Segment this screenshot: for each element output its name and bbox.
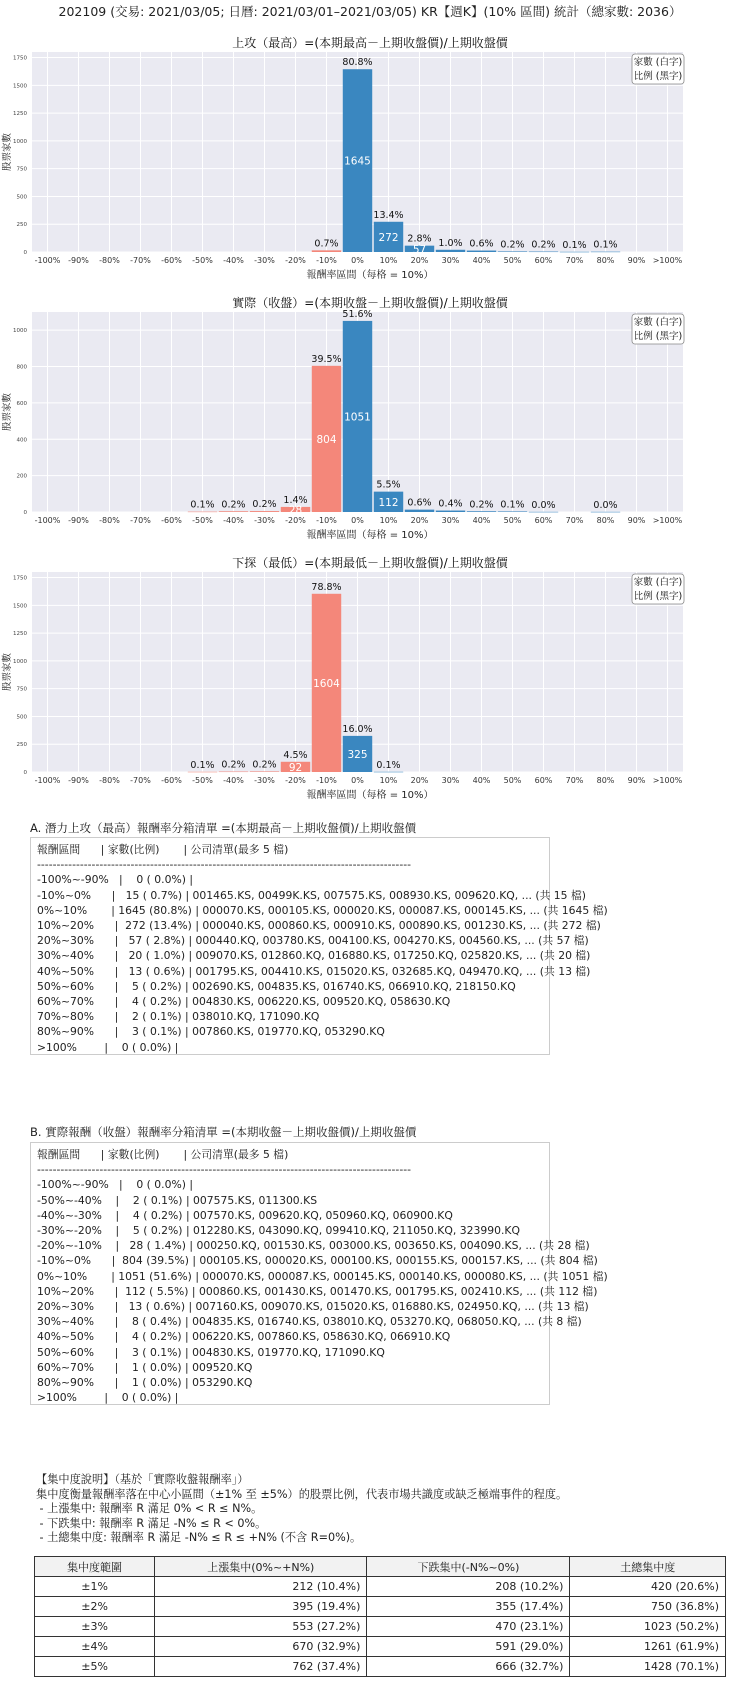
- bar: [250, 511, 279, 512]
- table-cell: ±1%: [35, 1577, 155, 1597]
- x-tick-label: 20%: [410, 256, 429, 265]
- bar-pct-label: 1.0%: [438, 237, 463, 249]
- x-tick-label: 80%: [596, 256, 615, 265]
- bar-pct-label: 0.1%: [190, 759, 215, 771]
- list-line: 報酬區間 | 家數(比例) | 公司清單(最多 5 檔): [37, 843, 289, 856]
- x-tick-label: 40%: [472, 516, 491, 525]
- table-row: [35, 1637, 726, 1657]
- concentration-line: - 下跌集中: 報酬率 R 滿足 -N% ≤ R < 0%。: [36, 1516, 267, 1530]
- x-tick-label: 50%: [503, 776, 522, 785]
- chart-close: [0, 296, 740, 546]
- bar: [219, 772, 248, 773]
- x-tick-label: 10%: [379, 776, 398, 785]
- bar-pct-label: 0.4%: [438, 498, 463, 510]
- chart-title: 下探（最低）=(本期最低－上期收盤價)/上期收盤價: [232, 556, 508, 570]
- bar-pct-label: 13.4%: [373, 209, 404, 221]
- list-line: 40%~50% | 4 ( 0.2%) | 006220.KS, 007860.KS, 058630.KQ, 066910.KQ: [37, 1330, 451, 1344]
- table-cell: 420 (20.6%): [570, 1577, 726, 1597]
- y-tick-label: 1500: [13, 603, 27, 610]
- x-tick-label: -60%: [161, 776, 182, 785]
- bar: [498, 511, 527, 512]
- bar: [250, 771, 279, 772]
- x-tick-label: 30%: [441, 516, 460, 525]
- bar-pct-label: 0.2%: [500, 239, 525, 251]
- bar-pct-label: 0.2%: [252, 759, 277, 771]
- x-tick-label: -10%: [316, 256, 337, 265]
- bar-pct-label: 0.7%: [314, 238, 339, 250]
- x-tick-label: 30%: [441, 256, 460, 265]
- list-line: 0%~10% | 1645 (80.8%) | 000070.KS, 000105.KS, 000020.KS, 000087.KS, 000145.KS, ... (共 1645 檔): [37, 903, 608, 917]
- x-tick-label: 0%: [351, 516, 364, 525]
- x-tick-label: -70%: [130, 516, 151, 525]
- list-a-box: [30, 837, 608, 1055]
- bar-pct-label: 4.5%: [283, 749, 308, 761]
- table-cell: 762 (37.4%): [155, 1657, 367, 1677]
- table-header-cell: 土總集中度: [570, 1557, 726, 1577]
- x-tick-label: -30%: [254, 776, 275, 785]
- x-tick-label: 60%: [534, 516, 553, 525]
- x-tick-label: 0%: [351, 256, 364, 265]
- bar: [591, 252, 620, 253]
- y-tick-label: 750: [16, 166, 27, 173]
- bar: [467, 511, 496, 512]
- legend: [632, 54, 684, 84]
- x-tick-label: -40%: [223, 516, 244, 525]
- bar-count-label: 804: [316, 433, 337, 446]
- table-cell: 1428 (70.1%): [570, 1657, 726, 1677]
- x-tick-label: -30%: [254, 516, 275, 525]
- bar-pct-label: 0.2%: [469, 499, 494, 511]
- bar: [436, 511, 465, 512]
- bar: [405, 510, 434, 512]
- x-tick-label: 20%: [410, 776, 429, 785]
- x-tick-label: -60%: [161, 256, 182, 265]
- bar-pct-label: 0.1%: [500, 499, 525, 511]
- y-tick-label: 1000: [13, 328, 27, 335]
- legend-pct-label: 比例 (黑字): [633, 71, 683, 82]
- list-line: 60%~70% | 4 ( 0.2%) | 004830.KS, 006220.KS, 009520.KQ, 058630.KQ: [37, 995, 451, 1009]
- bar-pct-label: 1.4%: [283, 494, 308, 506]
- table-row: [35, 1577, 726, 1597]
- x-tick-label: 70%: [565, 256, 584, 265]
- x-tick-label: 90%: [627, 256, 646, 265]
- list-line: -30%~-20% | 5 ( 0.2%) | 012280.KS, 043090.KQ, 099410.KQ, 211050.KQ, 323990.KQ: [37, 1224, 520, 1238]
- table-cell: 355 (17.4%): [367, 1597, 570, 1617]
- x-tick-label: 70%: [565, 516, 584, 525]
- x-tick-label: -80%: [99, 256, 120, 265]
- bar-pct-label: 0.0%: [593, 499, 618, 511]
- concentration-table-header: [35, 1557, 726, 1577]
- y-tick-label: 1250: [13, 631, 27, 638]
- bar-pct-label: 80.8%: [342, 57, 373, 69]
- list-line: 20%~30% | 57 ( 2.8%) | 000440.KQ, 003780.KS, 004100.KS, 004270.KS, 004560.KS, ... (共 57 檔): [37, 934, 589, 948]
- y-tick-label: 1750: [13, 575, 27, 582]
- x-tick-label: 60%: [534, 256, 553, 265]
- chart-title: 上攻（最高）=(本期最高－上期收盤價)/上期收盤價: [232, 36, 508, 50]
- concentration-table: [34, 1556, 726, 1677]
- table-cell: ±4%: [35, 1637, 155, 1657]
- list-line: 0%~10% | 1051 (51.6%) | 000070.KS, 000087.KS, 000145.KS, 000140.KS, 000080.KS, ... (共 1051 檔): [37, 1269, 608, 1283]
- x-tick-label: -30%: [254, 256, 275, 265]
- chart-low: [0, 556, 740, 806]
- table-cell: 553 (27.2%): [155, 1617, 367, 1637]
- bar-pct-label: 0.1%: [593, 239, 618, 251]
- y-tick-label: 500: [16, 194, 27, 201]
- list-line: -40%~-30% | 4 ( 0.2%) | 007570.KS, 009620.KQ, 050960.KQ, 060900.KQ: [37, 1208, 453, 1222]
- y-axis-label: 股票家數: [2, 392, 13, 432]
- bar-pct-label: 16.0%: [342, 723, 373, 735]
- y-tick-label: 400: [16, 437, 27, 444]
- list-line: 30%~40% | 8 ( 0.4%) | 004835.KS, 016740.KS, 038010.KQ, 053270.KQ, 068050.KQ, ... (共 8 檔): [37, 1315, 582, 1329]
- y-tick-label: 1500: [13, 83, 27, 90]
- y-tick-label: 1000: [13, 658, 27, 665]
- concentration-line: 【集中度說明】（基於「實際收盤報酬率」）: [36, 1473, 249, 1486]
- bar-pct-label: 0.2%: [221, 499, 246, 511]
- x-tick-label: >100%: [652, 516, 683, 525]
- legend-pct-label: 比例 (黑字): [633, 591, 683, 602]
- x-tick-label: -10%: [316, 776, 337, 785]
- bar-pct-label: 5.5%: [376, 479, 401, 491]
- legend: [632, 314, 684, 344]
- bar: [529, 512, 558, 513]
- table-cell: ±2%: [35, 1597, 155, 1617]
- bar: [529, 252, 558, 253]
- y-tick-label: 500: [16, 714, 27, 721]
- x-tick-label: -10%: [316, 516, 337, 525]
- y-tick-label: 0: [23, 250, 27, 256]
- legend-count-label: 家數 (白字): [633, 317, 683, 328]
- y-tick-label: 600: [16, 400, 27, 407]
- bar-pct-label: 0.2%: [252, 499, 277, 511]
- bar: [498, 251, 527, 252]
- concentration-notes: [36, 1473, 567, 1546]
- x-axis-label: 報酬率區間（每格 = 10%）: [306, 270, 434, 281]
- table-cell: ±5%: [35, 1657, 155, 1677]
- page-header: 202109 (交易: 2021/03/05; 日曆: 2021/03/01–2021/03/05) KR【週K】(10% 區間) 統計（總家數: 2036）: [58, 4, 682, 19]
- x-tick-label: -80%: [99, 516, 120, 525]
- list-line: 80%~90% | 3 ( 0.1%) | 007860.KS, 019770.KQ, 053290.KQ: [37, 1025, 385, 1039]
- list-line: >100% | 0 ( 0.0%) |: [37, 1391, 179, 1405]
- list-line: 20%~30% | 13 ( 0.6%) | 007160.KS, 009070.KS, 015020.KS, 016880.KS, 024950.KQ, ... (共 13 檔): [37, 1300, 589, 1314]
- table-header-cell: 下跌集中(-N%~0%): [367, 1557, 570, 1577]
- x-axis-label: 報酬率區間（每格 = 10%）: [306, 790, 434, 801]
- table-cell: 591 (29.0%): [367, 1637, 570, 1657]
- x-tick-label: -50%: [192, 256, 213, 265]
- bar-pct-label: 51.6%: [342, 308, 373, 320]
- bar-pct-label: 0.0%: [531, 499, 556, 511]
- x-tick-label: 50%: [503, 256, 522, 265]
- x-tick-label: -90%: [68, 516, 89, 525]
- bar: [219, 511, 248, 512]
- list-line: -50%~-40% | 2 ( 0.1%) | 007575.KS, 011300.KS: [37, 1193, 318, 1207]
- x-tick-label: -20%: [285, 516, 306, 525]
- y-axis-label: 股票家數: [2, 652, 13, 692]
- y-tick-label: 800: [16, 364, 27, 371]
- x-tick-label: -50%: [192, 516, 213, 525]
- y-tick-label: 200: [16, 473, 27, 480]
- x-tick-label: -90%: [68, 776, 89, 785]
- bar: [560, 252, 589, 253]
- x-tick-label: 60%: [534, 776, 553, 785]
- bar-pct-label: 0.6%: [407, 497, 432, 509]
- table-cell: ±3%: [35, 1617, 155, 1637]
- list-a-title: A. 潛力上攻（最高）報酬率分箱清單 =(本期最高－上期收盤價)/上期收盤價: [30, 821, 417, 835]
- y-tick-label: 1000: [13, 138, 27, 145]
- concentration-line: - 土總集中度: 報酬率 R 滿足 -N% ≤ R ≤ +N% (不含 R=0%)。: [36, 1531, 362, 1545]
- x-tick-label: -80%: [99, 776, 120, 785]
- bar-pct-label: 39.5%: [311, 353, 342, 365]
- table-row: [35, 1657, 726, 1677]
- x-tick-label: 40%: [472, 776, 491, 785]
- y-tick-label: 250: [16, 222, 27, 229]
- bar: [374, 772, 403, 773]
- x-tick-label: 80%: [596, 516, 615, 525]
- x-tick-label: -100%: [34, 516, 61, 525]
- bar-count-label: 28: [288, 504, 303, 517]
- bar-pct-label: 0.1%: [376, 759, 401, 771]
- legend: [632, 574, 684, 604]
- list-line: -100%~-90% | 0 ( 0.0%) |: [37, 1178, 194, 1192]
- x-tick-label: 40%: [472, 256, 491, 265]
- y-tick-label: 1750: [13, 55, 27, 62]
- list-line: 報酬區間 | 家數(比例) | 公司清單(最多 5 檔): [37, 1148, 289, 1161]
- bar-count-label: 112: [378, 496, 399, 509]
- bar-pct-label: 0.2%: [531, 239, 556, 251]
- bar-pct-label: 0.1%: [562, 239, 587, 251]
- list-line: >100% | 0 ( 0.0%) |: [37, 1040, 179, 1054]
- x-tick-label: -20%: [285, 776, 306, 785]
- x-tick-label: -90%: [68, 256, 89, 265]
- list-line: 50%~60% | 3 ( 0.1%) | 004830.KS, 019770.KQ, 171090.KQ: [37, 1345, 385, 1359]
- bar: [436, 250, 465, 252]
- list-line: ------------------------------------------------------------------------------------------------: [37, 858, 412, 872]
- x-tick-label: -40%: [223, 256, 244, 265]
- bar-count-label: 1051: [344, 411, 371, 424]
- list-line: -10%~0% | 15 ( 0.7%) | 001465.KS, 00499K.KS, 007575.KS, 008930.KS, 009620.KQ, ... (共 15 檔): [37, 888, 586, 902]
- table-row: [35, 1597, 726, 1617]
- x-tick-label: >100%: [652, 776, 683, 785]
- bar-count-label: 1645: [344, 155, 371, 168]
- bar-count-label: 1604: [313, 677, 340, 690]
- y-tick-label: 750: [16, 686, 27, 693]
- x-tick-label: 90%: [627, 776, 646, 785]
- bar-pct-label: 0.1%: [190, 499, 215, 511]
- list-line: 10%~20% | 112 ( 5.5%) | 000860.KS, 001430.KS, 001470.KS, 001795.KS, 002410.KS, ... (共 112 檔): [37, 1284, 598, 1298]
- list-b-box: [30, 1142, 608, 1405]
- x-tick-label: -70%: [130, 256, 151, 265]
- x-tick-label: 30%: [441, 776, 460, 785]
- x-tick-label: 80%: [596, 776, 615, 785]
- x-tick-label: -20%: [285, 256, 306, 265]
- bar: [591, 512, 620, 513]
- table-header-cell: 上漲集中(0%~+N%): [155, 1557, 367, 1577]
- y-tick-label: 250: [16, 742, 27, 749]
- list-line: -10%~0% | 804 (39.5%) | 000105.KS, 000020.KS, 000100.KS, 000155.KS, 000157.KS, ... (共 804 檔): [37, 1254, 598, 1268]
- y-axis-label: 股票家數: [2, 132, 13, 172]
- chart-high: [0, 36, 740, 286]
- list-line: 80%~90% | 1 ( 0.0%) | 053290.KQ: [37, 1376, 253, 1390]
- bar: [467, 251, 496, 252]
- x-tick-label: -40%: [223, 776, 244, 785]
- legend-pct-label: 比例 (黑字): [633, 331, 683, 342]
- bar-pct-label: 0.6%: [469, 238, 494, 250]
- table-header-cell: 集中度範圍: [35, 1557, 155, 1577]
- chart-title: 實際（收盤）=(本期收盤－上期收盤價)/上期收盤價: [232, 296, 508, 310]
- legend-count-label: 家數 (白字): [633, 57, 683, 68]
- bar-count-label: 325: [347, 748, 368, 761]
- bar: [188, 772, 217, 773]
- bar-pct-label: 78.8%: [311, 581, 342, 593]
- x-tick-label: 50%: [503, 516, 522, 525]
- x-tick-label: -50%: [192, 776, 213, 785]
- list-line: 30%~40% | 20 ( 1.0%) | 009070.KS, 012860.KQ, 016880.KS, 017250.KQ, 025820.KS, ... (共 20 檔): [37, 949, 591, 963]
- list-line: -20%~-10% | 28 ( 1.4%) | 000250.KQ, 001530.KS, 003000.KS, 003650.KS, 004090.KS, ... (共 28 檔): [37, 1239, 590, 1253]
- table-cell: 395 (19.4%): [155, 1597, 367, 1617]
- list-line: 70%~80% | 2 ( 0.1%) | 038010.KQ, 171090.KQ: [37, 1010, 320, 1024]
- bar: [312, 250, 341, 252]
- x-tick-label: -100%: [34, 256, 61, 265]
- y-tick-label: 1250: [13, 111, 27, 118]
- table-cell: 212 (10.4%): [155, 1577, 367, 1597]
- list-line: -100%~-90% | 0 ( 0.0%) |: [37, 873, 194, 887]
- list-line: 60%~70% | 1 ( 0.0%) | 009520.KQ: [37, 1360, 253, 1374]
- table-row: [35, 1617, 726, 1637]
- x-tick-label: 10%: [379, 516, 398, 525]
- x-tick-label: >100%: [652, 256, 683, 265]
- x-tick-label: 10%: [379, 256, 398, 265]
- bar-pct-label: 0.2%: [221, 759, 246, 771]
- x-tick-label: -60%: [161, 516, 182, 525]
- list-line: 50%~60% | 5 ( 0.2%) | 002690.KS, 004835.KS, 016740.KS, 066910.KQ, 218150.KQ: [37, 979, 516, 993]
- table-cell: 1023 (50.2%): [570, 1617, 726, 1637]
- x-tick-label: -100%: [34, 776, 61, 785]
- list-line: 40%~50% | 13 ( 0.6%) | 001795.KS, 004410.KS, 015020.KS, 032685.KQ, 049470.KQ, ... (共 13 檔): [37, 964, 591, 978]
- bar-count-label: 272: [378, 231, 399, 244]
- table-cell: 666 (32.7%): [367, 1657, 570, 1677]
- bar-count-label: 57: [412, 243, 427, 256]
- table-cell: 470 (23.1%): [367, 1617, 570, 1637]
- concentration-line: - 上漲集中: 報酬率 R 滿足 0% < R ≤ N%。: [36, 1502, 263, 1516]
- list-line: ------------------------------------------------------------------------------------------------: [37, 1163, 412, 1177]
- list-line: 10%~20% | 272 (13.4%) | 000040.KS, 000860.KS, 000910.KS, 000890.KS, 001230.KS, ... (共 272 檔): [37, 919, 601, 933]
- x-tick-label: -70%: [130, 776, 151, 785]
- x-tick-label: 90%: [627, 516, 646, 525]
- table-cell: 1261 (61.9%): [570, 1637, 726, 1657]
- list-b-title: B. 實際報酬（收盤）報酬率分箱清單 =(本期收盤－上期收盤價)/上期收盤價: [30, 1125, 417, 1139]
- y-tick-label: 0: [23, 770, 27, 776]
- bar: [188, 512, 217, 513]
- x-axis-label: 報酬率區間（每格 = 10%）: [306, 530, 434, 541]
- x-tick-label: 70%: [565, 776, 584, 785]
- table-cell: 208 (10.2%): [367, 1577, 570, 1597]
- table-cell: 750 (36.8%): [570, 1597, 726, 1617]
- x-tick-label: 20%: [410, 516, 429, 525]
- bar-pct-label: 2.8%: [407, 233, 432, 245]
- concentration-line: 集中度衡量報酬率落在中心小區間（±1% 至 ±5%）的股票比例，代表市場共識度或缺乏極端事件的程度。: [36, 1487, 568, 1501]
- legend-count-label: 家數 (白字): [633, 577, 683, 588]
- x-tick-label: 0%: [351, 776, 364, 785]
- bar-count-label: 92: [288, 761, 303, 774]
- table-cell: 670 (32.9%): [155, 1637, 367, 1657]
- y-tick-label: 0: [23, 510, 27, 516]
